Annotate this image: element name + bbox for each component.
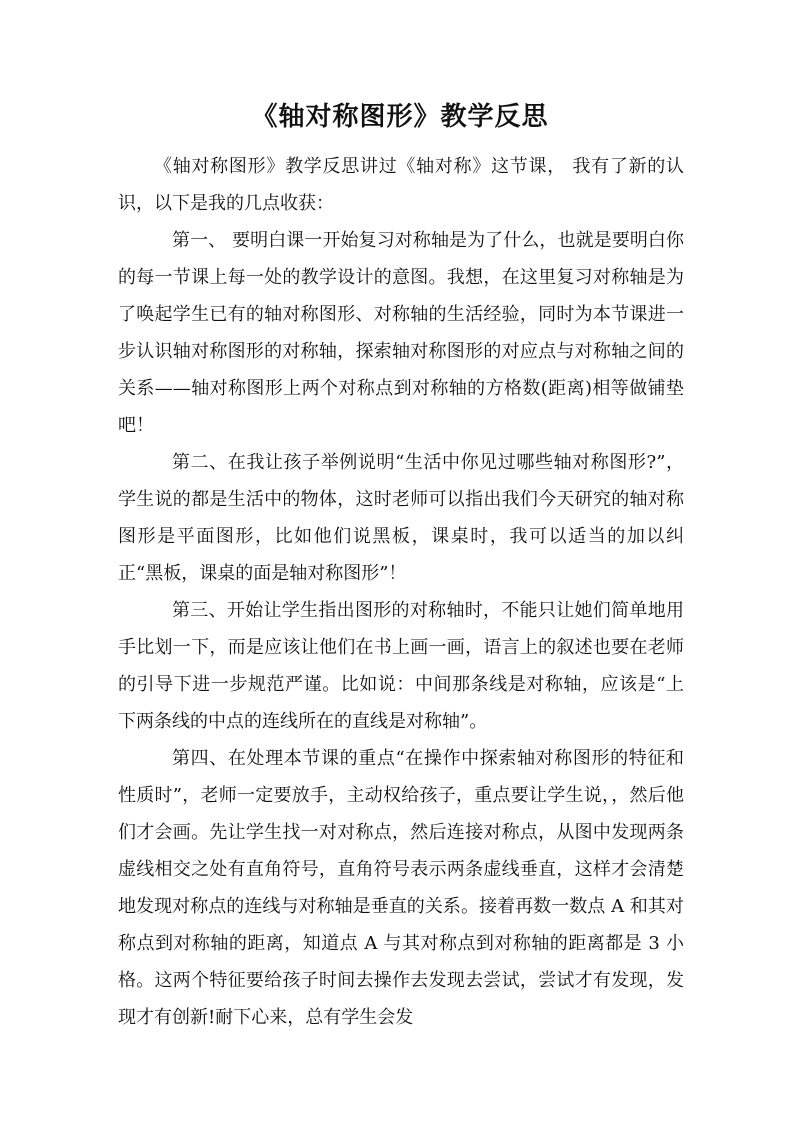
document-title: 《轴对称图形》教学反思 xyxy=(251,102,549,132)
point-two-paragraph: 第二、在我让孩子举例说明“生活中你见过哪些轴对称图形?”，学生说的都是生活中的物体，这时老师可以指出我们今天研究的轴对称图形是平面图形，比如他们说黑板，课桌时，我可以适当的加以纠正“黑板，课桌的面是轴对称图形”！ xyxy=(118,452,684,584)
point-one-paragraph: 第一、 要明白课一开始复习对称轴是为了什么，也就是要明白你的每一节课上每一处的教学设计的意图。我想，在这里复习对称轴是为了唤起学生已有的轴对称图形、对称轴的生活经验，同时为本节课进一步认识轴对称图形的对称轴，探索轴对称图形的对应点与对称轴之间的关系——轴对称图形上两个对称点到对称轴的方格数(距离)相等做铺垫吧！ xyxy=(118,230,684,436)
document-body xyxy=(118,148,684,1036)
intro-paragraph: 《轴对称图形》教学反思讲过《轴对称》这节课， 我有了新的认识，以下是我的几点收获： xyxy=(118,156,684,214)
point-four-paragraph: 第四、在处理本节课的重点“在操作中探索轴对称图形的特征和性质时”，老师一定要放手，主动权给孩子，重点要让学生说，，然后他们才会画。先让学生找一对对称点，然后连接对称点，从图中发现两条虚线相交之处有直角符号，直角符号表示两条虚线垂直，这样才会清楚地发现对称点的连线与对称轴是垂直的关系。接着再数一数点 A 和其对称点到对称轴的距离，知道点 A 与其对称点到对称轴的距离都是 3 小格。这两个特征要给孩子时间去操作去发现去尝试，尝试才有发现，发现才有创新!耐下心来，总有学生会发 xyxy=(118,748,684,1028)
point-three-paragraph: 第三、开始让学生指出图形的对称轴时，不能只让她们简单地用手比划一下，而是应该让他们在书上画一画，语言上的叙述也要在老师的引导下进一步规范严谨。比如说：中间那条线是对称轴，应该是“上下两条线的中点的连线所在的直线是对称轴”。 xyxy=(118,600,684,732)
